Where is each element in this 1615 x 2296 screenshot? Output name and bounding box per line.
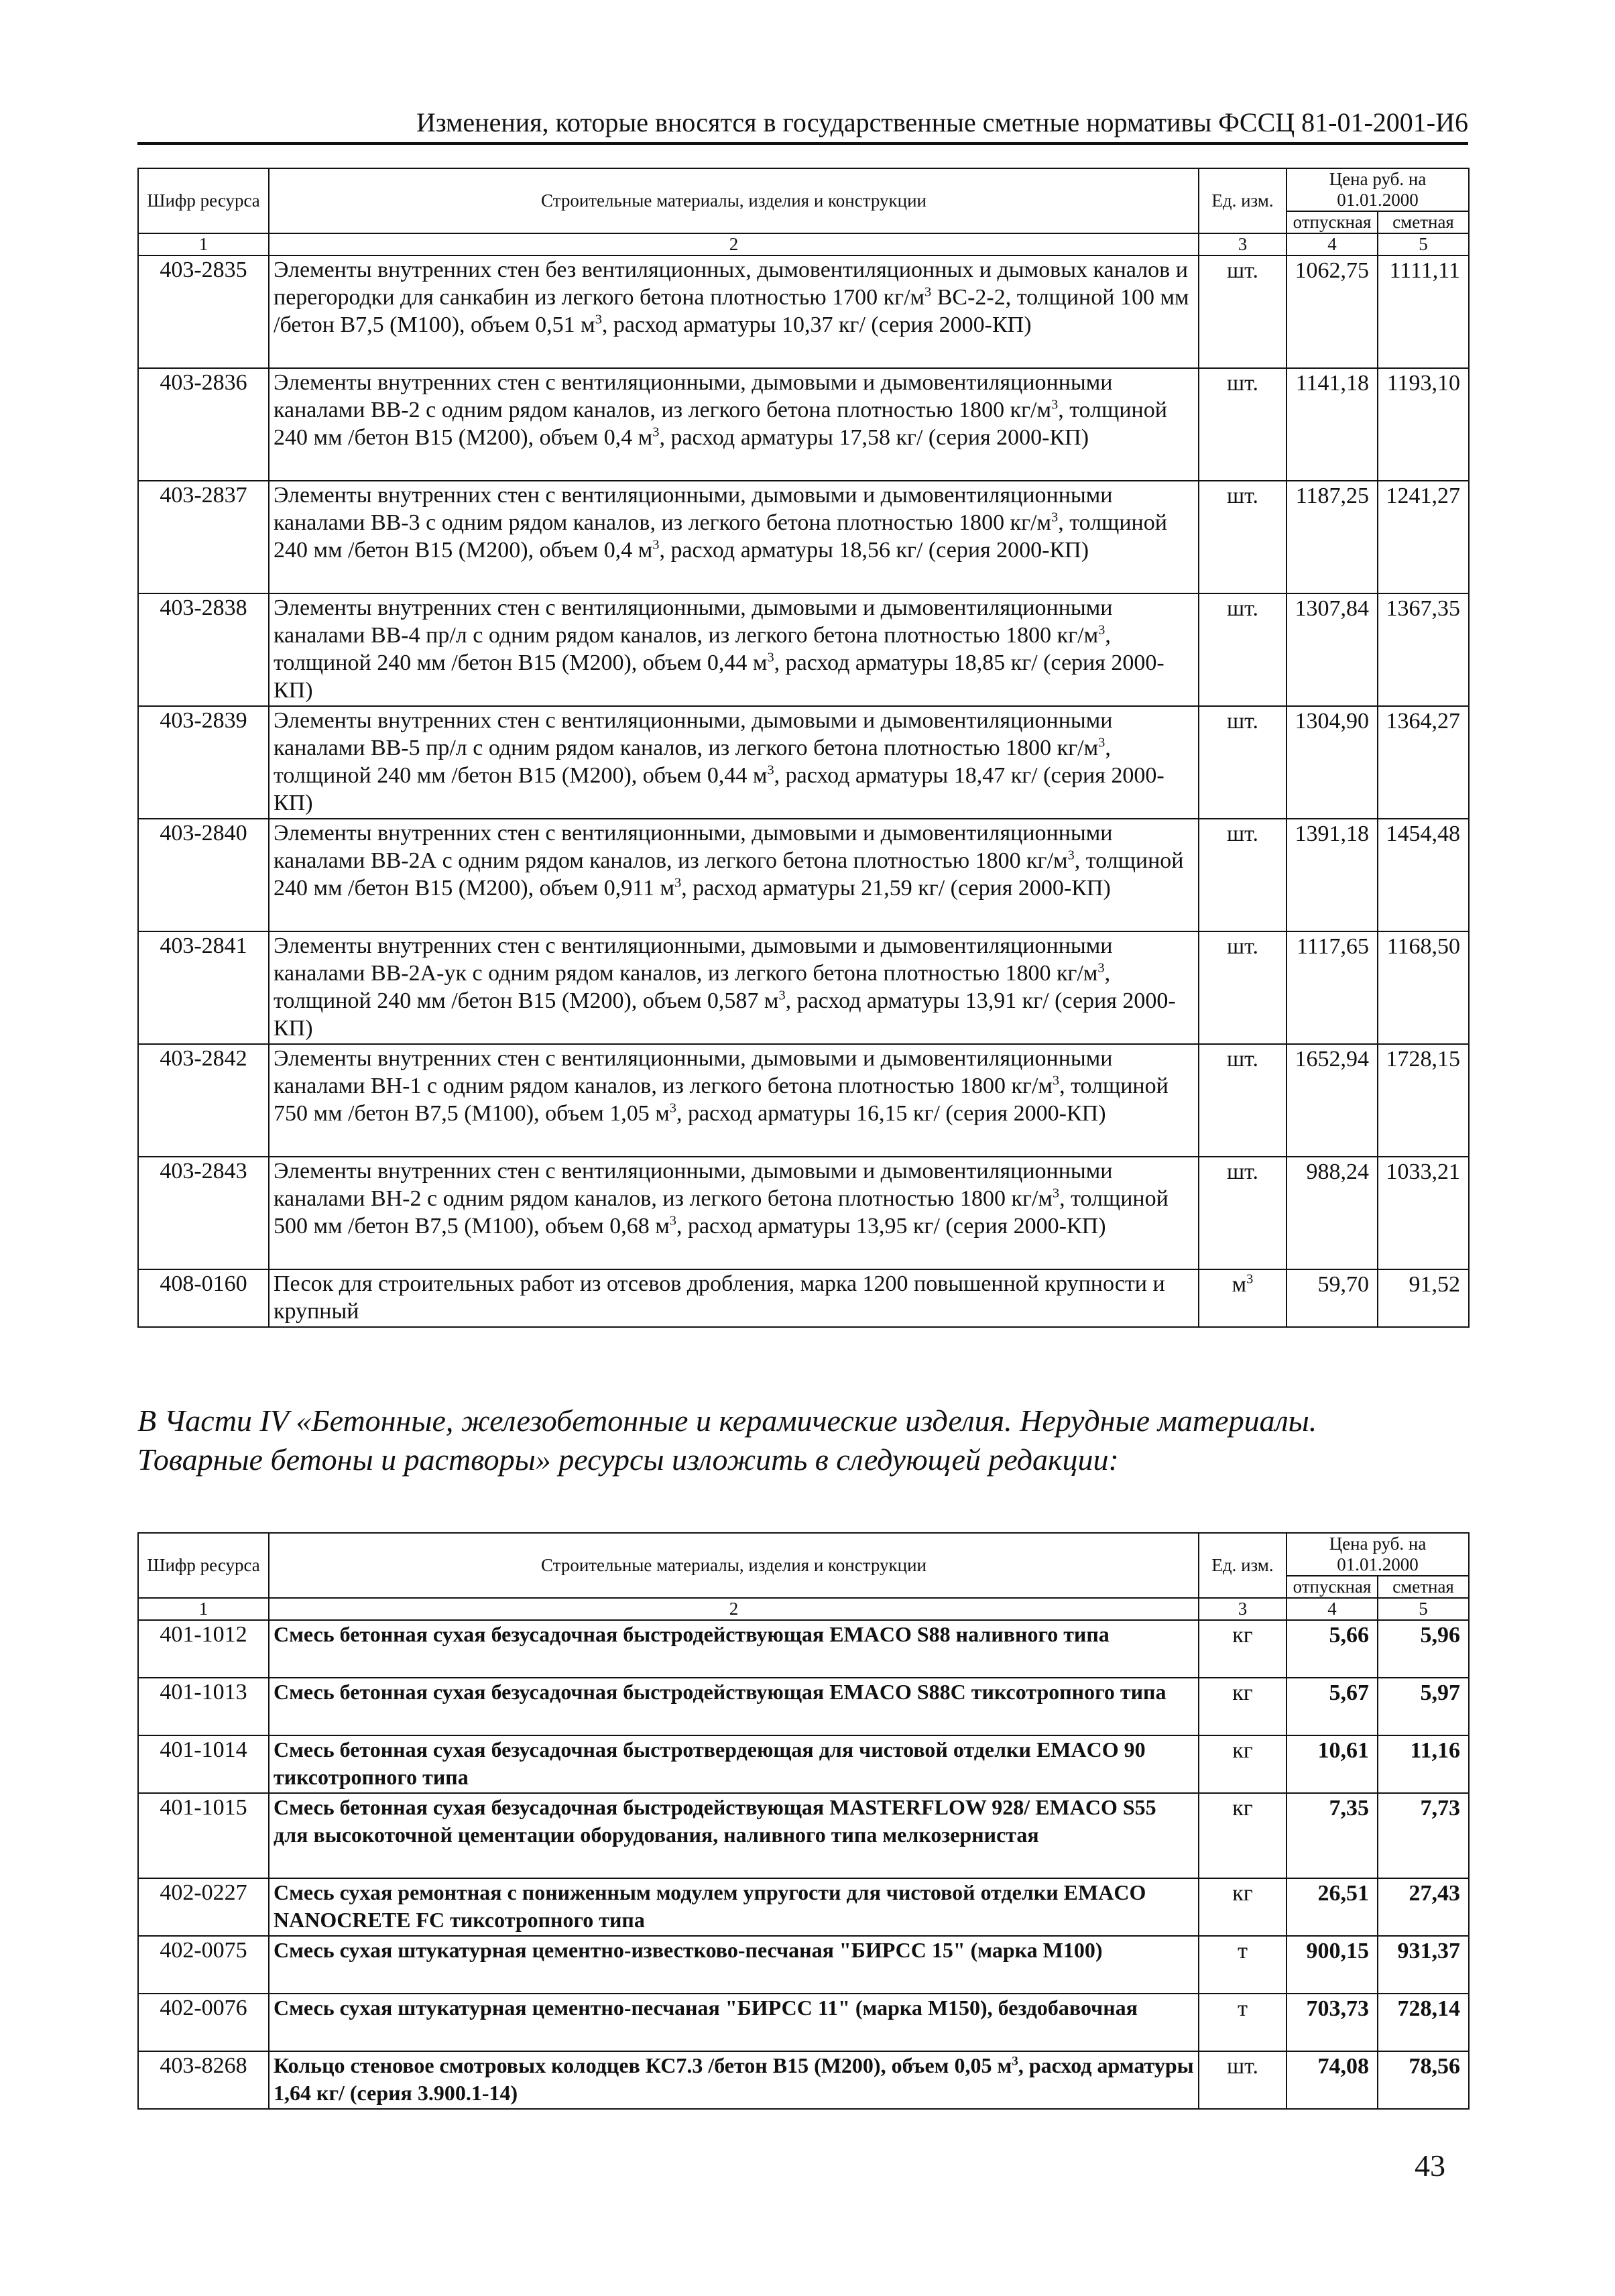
resource-unit: шт. xyxy=(1199,368,1287,481)
page-header xyxy=(137,107,1468,145)
release-price: 1062,75 xyxy=(1287,255,1378,368)
resource-unit: шт. xyxy=(1199,1157,1287,1269)
col-number: 3 xyxy=(1199,233,1287,255)
section-heading-line: В Части IV «Бетонные, железобетонные и керамические изделия. Нерудные материалы. xyxy=(137,1403,1317,1438)
resource-description: Смесь бетонная сухая безусадочная быстродействующая EMACO S88 наливного типа xyxy=(269,1620,1199,1678)
resource-unit: т xyxy=(1199,1994,1287,2051)
resource-description: Смесь сухая штукатурная цементно-песчаная "БИРСС 11" (марка М150), бездобавочная xyxy=(269,1994,1199,2051)
estimate-price: 5,97 xyxy=(1378,1678,1469,1735)
resource-code: 403-2842 xyxy=(138,1044,269,1157)
release-price: 59,70 xyxy=(1287,1269,1378,1327)
table-row xyxy=(138,593,1469,706)
resource-code: 401-1012 xyxy=(138,1620,269,1678)
resource-unit: шт. xyxy=(1199,1044,1287,1157)
section-heading xyxy=(137,1401,1478,1479)
table-row xyxy=(138,1044,1469,1157)
resource-description: Элементы внутренних стен с вентиляционными, дымовыми и дымовентиляционными каналами ВВ-2А-ук с одним рядом каналов, из легкого бетона плотностью 1800 $кг/м^3$, толщиной 240 мм /бетон В15 (М200), объем 0,587 $м^3$, расход арматуры 13,91 кг/ (серия 2000-КП) xyxy=(269,931,1199,1044)
release-price: 10,61 xyxy=(1287,1735,1378,1793)
table-row xyxy=(138,931,1469,1044)
table-row xyxy=(138,706,1469,819)
resource-description: Элементы внутренних стен с вентиляционными, дымовыми и дымовентиляционными каналами ВВ-2 с одним рядом каналов, из легкого бетона плотностью 1800 $кг/м^3$, толщиной 240 мм /бетон В15 (М200), объем 0,4 $м^3$, расход арматуры 17,58 кг/ (серия 2000-КП) xyxy=(269,368,1199,481)
resource-unit: кг xyxy=(1199,1878,1287,1936)
release-price: 1304,90 xyxy=(1287,706,1378,819)
col-header-name: Строительные материалы, изделия и конструкции xyxy=(269,168,1199,233)
table-row xyxy=(138,481,1469,593)
estimate-price: 1728,15 xyxy=(1378,1044,1469,1157)
estimate-price: 1454,48 xyxy=(1378,819,1469,931)
resource-code: 403-2841 xyxy=(138,931,269,1044)
resource-code: 402-0076 xyxy=(138,1994,269,2051)
resource-table-2 xyxy=(137,1532,1470,2110)
estimate-price: 1367,35 xyxy=(1378,593,1469,706)
table-row xyxy=(138,1878,1469,1936)
resource-code: 403-8268 xyxy=(138,2051,269,2109)
table-row xyxy=(138,255,1469,368)
col-number: 4 xyxy=(1287,1598,1378,1620)
resource-unit: шт. xyxy=(1199,255,1287,368)
resource-description: Элементы внутренних стен с вентиляционными, дымовыми и дымовентиляционными каналами ВВ-2А с одним рядом каналов, из легкого бетона плотностью 1800 $кг/м^3$, толщиной 240 мм /бетон В15 (М200), объем 0,911 $м^3$, расход арматуры 21,59 кг/ (серия 2000-КП) xyxy=(269,819,1199,931)
section-heading-line: Товарные бетоны и растворы» ресурсы изложить в следующей редакции: xyxy=(137,1442,1119,1477)
resource-description: Смесь бетонная сухая безусадочная быстротвердеющая для чистовой отделки EMACO 90 тиксотропного типа xyxy=(269,1735,1199,1793)
estimate-price: 7,73 xyxy=(1378,1793,1469,1878)
resource-unit: шт. xyxy=(1199,931,1287,1044)
col-header-code: Шифр ресурса xyxy=(138,168,269,233)
resource-code: 408-0160 xyxy=(138,1269,269,1327)
resource-unit: шт. xyxy=(1199,819,1287,931)
release-price: 900,15 xyxy=(1287,1936,1378,1994)
col-header-release: отпускная xyxy=(1287,211,1378,233)
resource-description: Элементы внутренних стен с вентиляционными, дымовыми и дымовентиляционными каналами ВН-2 с одним рядом каналов, из легкого бетона плотностью 1800 $кг/м^3$, толщиной 500 мм /бетон В7,5 (М100), объем 0,68 $м^3$, расход арматуры 13,95 кг/ (серия 2000-КП) xyxy=(269,1157,1199,1269)
resource-unit: шт. xyxy=(1199,481,1287,593)
col-number: 3 xyxy=(1199,1598,1287,1620)
header-row xyxy=(138,1533,1469,1576)
col-header-name: Строительные материалы, изделия и конструкции xyxy=(269,1533,1199,1598)
header-row xyxy=(138,168,1469,211)
resource-code: 402-0227 xyxy=(138,1878,269,1936)
resource-table-1 xyxy=(137,168,1470,1328)
release-price: 74,08 xyxy=(1287,2051,1378,2109)
table-row xyxy=(138,1735,1469,1793)
page-number: 43 xyxy=(1415,2148,1445,2183)
release-price: 703,73 xyxy=(1287,1994,1378,2051)
col-number: 1 xyxy=(138,233,269,255)
release-price: 1391,18 xyxy=(1287,819,1378,931)
resource-description: Кольцо стеновое смотровых колодцев КС7.3 /бетон В15 (М200), объем 0,05 $м^3$, расход арматуры 1,64 кг/ (серия 3.900.1-14) xyxy=(269,2051,1199,2109)
table-row xyxy=(138,1793,1469,1878)
resource-code: 403-2835 xyxy=(138,255,269,368)
col-header-price: Цена руб. на 01.01.2000 xyxy=(1287,168,1469,211)
release-price: 7,35 xyxy=(1287,1793,1378,1878)
table-row xyxy=(138,1620,1469,1678)
col-header-price: Цена руб. на 01.01.2000 xyxy=(1287,1533,1469,1576)
resource-unit: кг xyxy=(1199,1793,1287,1878)
col-header-estimate: сметная xyxy=(1378,211,1469,233)
table-row xyxy=(138,368,1469,481)
col-number: 2 xyxy=(269,233,1199,255)
resource-code: 403-2838 xyxy=(138,593,269,706)
resource-description: Смесь бетонная сухая безусадочная быстродействующая EMACO S88C тиксотропного типа xyxy=(269,1678,1199,1735)
col-number: 1 xyxy=(138,1598,269,1620)
resource-description: Смесь бетонная сухая безусадочная быстродействующая MASTERFLOW 928/ EMACO S55 для высокоточной цементации оборудования, наливного типа мелкозернистая xyxy=(269,1793,1199,1878)
col-header-code: Шифр ресурса xyxy=(138,1533,269,1598)
estimate-price: 931,37 xyxy=(1378,1936,1469,1994)
release-price: 1141,18 xyxy=(1287,368,1378,481)
resource-code: 401-1014 xyxy=(138,1735,269,1793)
resource-unit: кг xyxy=(1199,1735,1287,1793)
resource-description: Элементы внутренних стен с вентиляционными, дымовыми и дымовентиляционными каналами ВВ-3 с одним рядом каналов, из легкого бетона плотностью 1800 $кг/м^3$, толщиной 240 мм /бетон В15 (М200), объем 0,4 $м^3$, расход арматуры 18,56 кг/ (серия 2000-КП) xyxy=(269,481,1199,593)
release-price: 5,66 xyxy=(1287,1620,1378,1678)
column-numbers-row xyxy=(138,233,1469,255)
col-header-estimate: сметная xyxy=(1378,1576,1469,1598)
resource-unit: $м^3$ xyxy=(1199,1269,1287,1327)
resource-code: 403-2840 xyxy=(138,819,269,931)
resource-unit: кг xyxy=(1199,1620,1287,1678)
resource-unit: шт. xyxy=(1199,2051,1287,2109)
resource-unit: шт. xyxy=(1199,706,1287,819)
release-price: 1652,94 xyxy=(1287,1044,1378,1157)
col-number: 5 xyxy=(1378,233,1469,255)
release-price: 26,51 xyxy=(1287,1878,1378,1936)
resource-code: 403-2836 xyxy=(138,368,269,481)
resource-code: 403-2837 xyxy=(138,481,269,593)
resource-description: Песок для строительных работ из отсевов дробления, марка 1200 повышенной крупности и крупный xyxy=(269,1269,1199,1327)
estimate-price: 1193,10 xyxy=(1378,368,1469,481)
resource-description: Элементы внутренних стен с вентиляционными, дымовыми и дымовентиляционными каналами ВВ-5 пр/л с одним рядом каналов, из легкого бетона плотностью 1800 $кг/м^3$, толщиной 240 мм /бетон В15 (М200), объем 0,44 $м^3$, расход арматуры 18,47 кг/ (серия 2000-КП) xyxy=(269,706,1199,819)
table-row xyxy=(138,1994,1469,2051)
col-number: 4 xyxy=(1287,233,1378,255)
table-row xyxy=(138,1157,1469,1269)
table-row xyxy=(138,819,1469,931)
estimate-price: 91,52 xyxy=(1378,1269,1469,1327)
resource-description: Элементы внутренних стен без вентиляционных, дымовентиляционных и дымовых каналов и перегородки для санкабин из легкого бетона плотностью 1700 $кг/м^3$ ВС-2-2, толщиной 100 мм /бетон В7,5 (М100), объем 0,51 $м^3$, расход арматуры 10,37 кг/ (серия 2000-КП) xyxy=(269,255,1199,368)
release-price: 1187,25 xyxy=(1287,481,1378,593)
table-row xyxy=(138,1269,1469,1327)
resource-description: Элементы внутренних стен с вентиляционными, дымовыми и дымовентиляционными каналами ВН-1 с одним рядом каналов, из легкого бетона плотностью 1800 $кг/м^3$, толщиной 750 мм /бетон В7,5 (М100), объем 1,05 $м^3$, расход арматуры 16,15 кг/ (серия 2000-КП) xyxy=(269,1044,1199,1157)
resource-unit: шт. xyxy=(1199,593,1287,706)
col-header-unit: Ед. изм. xyxy=(1199,1533,1287,1598)
estimate-price: 1168,50 xyxy=(1378,931,1469,1044)
col-header-release: отпускная xyxy=(1287,1576,1378,1598)
release-price: 988,24 xyxy=(1287,1157,1378,1269)
resource-code: 403-2843 xyxy=(138,1157,269,1269)
resource-unit: т xyxy=(1199,1936,1287,1994)
estimate-price: 27,43 xyxy=(1378,1878,1469,1936)
estimate-price: 1364,27 xyxy=(1378,706,1469,819)
estimate-price: 78,56 xyxy=(1378,2051,1469,2109)
column-numbers-row xyxy=(138,1598,1469,1620)
estimate-price: 11,16 xyxy=(1378,1735,1469,1793)
resource-description: Смесь сухая штукатурная цементно-известково-песчаная "БИРСС 15" (марка М100) xyxy=(269,1936,1199,1994)
resource-code: 401-1013 xyxy=(138,1678,269,1735)
col-number: 2 xyxy=(269,1598,1199,1620)
resource-description: Смесь сухая ремонтная с пониженным модулем упругости для чистовой отделки EMACO NANOCRETE FC тиксотропного типа xyxy=(269,1878,1199,1936)
resource-code: 401-1015 xyxy=(138,1793,269,1878)
resource-code: 402-0075 xyxy=(138,1936,269,1994)
release-price: 5,67 xyxy=(1287,1678,1378,1735)
table-row xyxy=(138,2051,1469,2109)
estimate-price: 5,96 xyxy=(1378,1620,1469,1678)
estimate-price: 728,14 xyxy=(1378,1994,1469,2051)
table-row xyxy=(138,1936,1469,1994)
release-price: 1117,65 xyxy=(1287,931,1378,1044)
resource-unit: кг xyxy=(1199,1678,1287,1735)
estimate-price: 1033,21 xyxy=(1378,1157,1469,1269)
estimate-price: 1241,27 xyxy=(1378,481,1469,593)
release-price: 1307,84 xyxy=(1287,593,1378,706)
col-header-unit: Ед. изм. xyxy=(1199,168,1287,233)
col-number: 5 xyxy=(1378,1598,1469,1620)
resource-description: Элементы внутренних стен с вентиляционными, дымовыми и дымовентиляционными каналами ВВ-4 пр/л с одним рядом каналов, из легкого бетона плотностью 1800 $кг/м^3$, толщиной 240 мм /бетон В15 (М200), объем 0,44 $м^3$, расход арматуры 18,85 кг/ (серия 2000-КП) xyxy=(269,593,1199,706)
estimate-price: 1111,11 xyxy=(1378,255,1469,368)
resource-code: 403-2839 xyxy=(138,706,269,819)
table-row xyxy=(138,1678,1469,1735)
page-header-title: Изменения, которые вносятся в государственные сметные нормативы ФССЦ 81-01-2001-И6 xyxy=(416,107,1468,137)
